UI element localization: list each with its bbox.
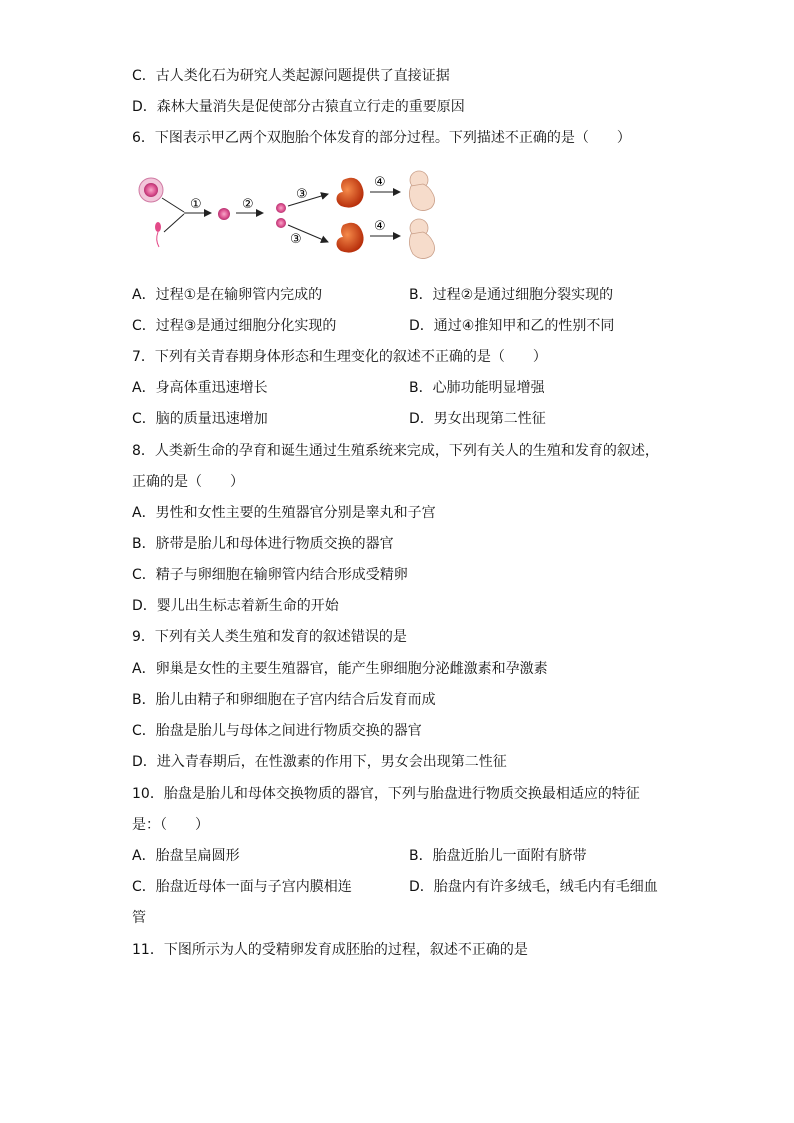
q5-option-d: D．森林大量消失是促使部分古猿直立行走的重要原因 [132,99,465,115]
q5-option-c: C．古人类化石为研究人类起源问题提供了直接证据 [132,68,450,84]
q10-option-c: C．胎盘近母体一面与子宫内膜相连 [132,879,352,895]
q7-option-b: B．心肺功能明显增强 [409,380,545,396]
q10-option-a: A．胎盘呈扁圆形 [132,848,240,864]
q7-stem: 7．下列有关青春期身体形态和生理变化的叙述不正确的是（ ） [132,349,547,365]
step-4b-label: ④ [374,219,386,234]
q8-option-b: B．脐带是胎儿和母体进行物质交换的器官 [132,536,394,552]
q9-stem: 9．下列有关人类生殖和发育的叙述错误的是 [132,629,407,645]
q10-stem: 10．胎盘是胎儿和母体交换物质的器官，下列与胎盘进行物质交换最相适应的特征 [132,786,640,802]
q7-option-a: A．身高体重迅速增长 [132,380,268,396]
embryo-a-icon [337,178,364,208]
embryo-b-icon [337,223,364,253]
zygote-icon [218,208,230,220]
q10-stem-cont: 是：（ ） [132,817,209,833]
fetus-b-icon [409,219,434,259]
q8-option-c: C．精子与卵细胞在输卵管内结合形成受精卵 [132,567,408,583]
q6-option-c: C．过程③是通过细胞分化实现的 [132,318,337,334]
step-2-label: ② [242,197,254,212]
q11-stem: 11．下图所示为人的受精卵发育成胚胎的过程，叙述不正确的是 [132,942,528,958]
q9-option-b: B．胎儿由精子和卵细胞在子宫内结合后发育而成 [132,692,436,708]
q9-option-c: C．胎盘是胎儿与母体之间进行物质交换的器官 [132,723,422,739]
twin-development-diagram [138,170,448,275]
q6-option-b: B．过程②是通过细胞分裂实现的 [409,287,614,303]
q9-option-a: A．卵巢是女性的主要生殖器官，能产生卵细胞分泌雌激素和孕激素 [132,661,548,677]
egg-cell-icon [139,178,163,202]
q10-option-b: B．胎盘近胎儿一面附有脐带 [409,848,587,864]
q8-stem: 8．人类新生命的孕育和诞生通过生殖系统来完成，下列有关人的生殖和发育的叙述， [132,443,659,459]
q8-option-d: D．婴儿出生标志着新生命的开始 [132,598,339,614]
two-cells-icon [276,203,286,228]
q10-option-d: D．胎盘内有许多绒毛，绒毛内有毛细血 [409,879,658,895]
q7-option-c: C．脑的质量迅速增加 [132,411,268,427]
q9-option-d: D．进入青春期后，在性激素的作用下，男女会出现第二性征 [132,754,507,770]
q8-stem-cont: 正确的是（ ） [132,474,244,490]
q6-option-a: A．过程①是在输卵管内完成的 [132,287,323,303]
sperm-icon [155,222,161,247]
fetus-a-icon [409,171,434,211]
step-4a-label: ④ [374,175,386,190]
q10-option-d-cont: 管 [132,910,146,926]
step-3b-label: ③ [290,232,302,247]
q7-option-d: D．男女出现第二性征 [409,411,546,427]
q6-stem: 6．下图表示甲乙两个双胞胎个体发育的部分过程。下列描述不正确的是（ ） [132,130,631,146]
q6-option-d: D．通过④推知甲和乙的性别不同 [409,318,615,334]
q8-option-a: A．男性和女性主要的生殖器官分别是睾丸和子宫 [132,505,436,521]
step-1-label: ① [190,197,202,212]
step-3a-label: ③ [296,187,308,202]
